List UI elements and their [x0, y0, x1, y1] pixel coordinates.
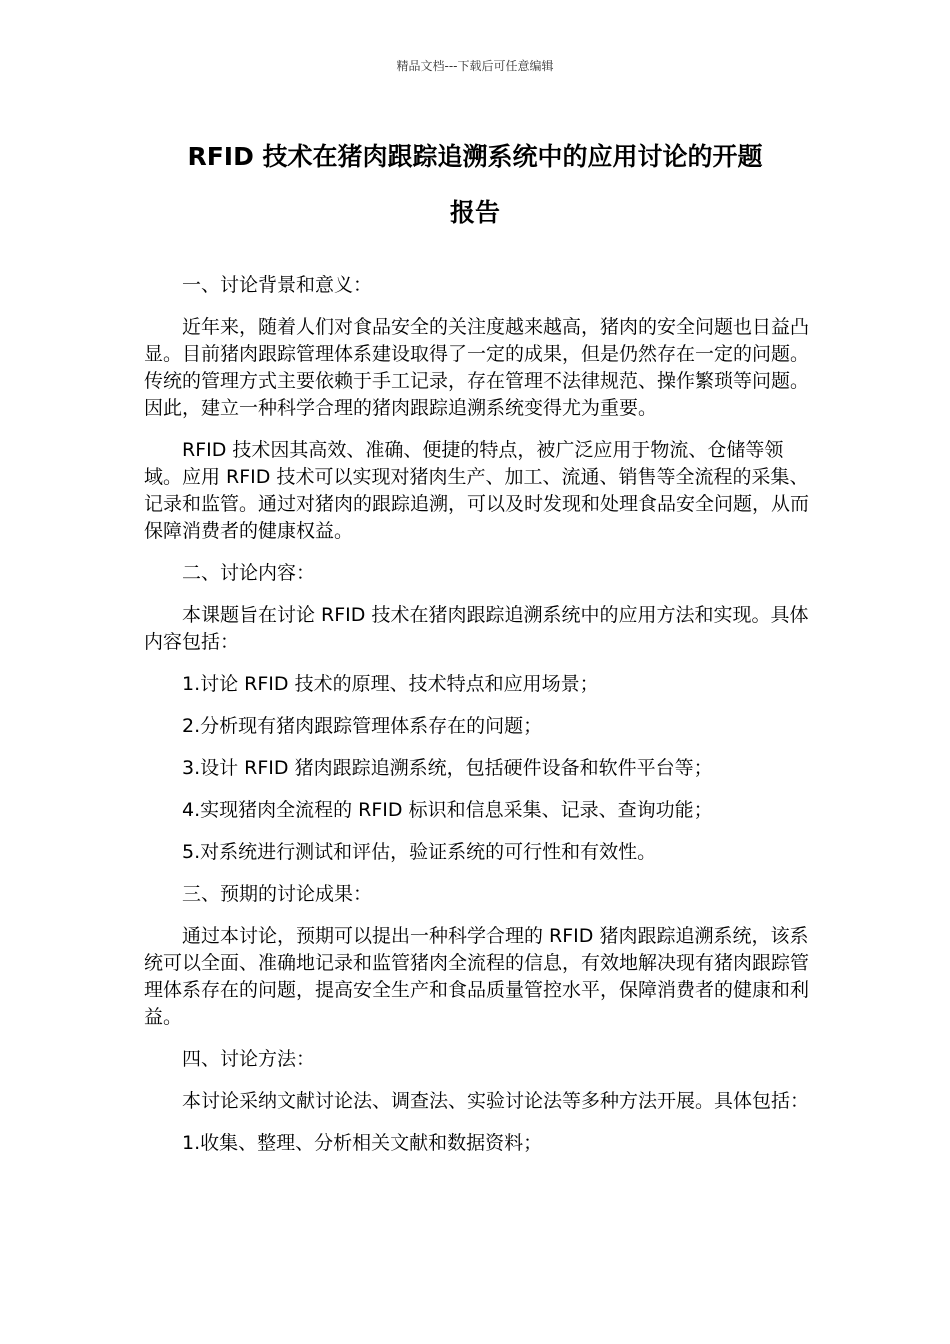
document-title-line-1: RFID 技术在猪肉跟踪追溯系统中的应用讨论的开题	[187, 142, 763, 171]
document-title-line-2: 报告	[449, 198, 500, 227]
section-3-heading: 三、预期的讨论成果：	[182, 883, 373, 905]
section-2-item-1: 1.讨论 RFID 技术的原理、技术特点和应用场景；	[182, 673, 599, 695]
section-2-item-3: 3.设计 RFID 猪肉跟踪追溯系统，包括硬件设备和软件平台等；	[182, 757, 713, 779]
section-1-heading: 一、讨论背景和意义：	[182, 274, 373, 296]
section-3-paragraph-1: 通过本讨论，预期可以提出一种科学合理的 RFID 猪肉跟踪追溯系统，该系统可以全面、准确地记录和监管猪肉全流程的信息，有效地解决现有猪肉跟踪管理体系存在的问题，提高安全生产和食品质量管控水平，保障消费者的健康和利益。	[144, 925, 810, 1028]
section-2-item-2: 2.分析现有猪肉跟踪管理体系存在的问题；	[182, 715, 543, 737]
document-body	[144, 272, 816, 1172]
section-4-item-1: 1.收集、整理、分析相关文献和数据资料；	[182, 1132, 543, 1154]
section-2-item-5: 5.对系统进行测试和评估，验证系统的可行性和有效性。	[182, 841, 657, 863]
section-2-heading: 二、讨论内容：	[182, 562, 316, 584]
section-4-heading: 四、讨论方法：	[182, 1048, 316, 1070]
section-4-intro: 本讨论采纳文献讨论法、调查法、实验讨论法等多种方法开展。具体包括：	[182, 1090, 810, 1112]
section-2-intro: 本课题旨在讨论 RFID 技术在猪肉跟踪追溯系统中的应用方法和实现。具体内容包括：	[144, 604, 809, 653]
header-note: 精品文档---下载后可任意编辑	[396, 59, 554, 73]
section-1-paragraph-2: RFID 技术因其高效、准确、便捷的特点，被广泛应用于物流、仓储等领域。应用 RFID 技术可以实现对猪肉生产、加工、流通、销售等全流程的采集、记录和监管。通过对猪肉的跟踪追溯，可以及时发现和处理食品安全问题，从而保障消费者的健康权益。	[144, 439, 810, 542]
section-2-item-4: 4.实现猪肉全流程的 RFID 标识和信息采集、记录、查询功能；	[182, 799, 713, 821]
section-1-paragraph-1: 近年来，随着人们对食品安全的关注度越来越高，猪肉的安全问题也日益凸显。目前猪肉跟踪管理体系建设取得了一定的成果，但是仍然存在一定的问题。传统的管理方式主要依赖于手工记录，存在管理不法律规范、操作繁琐等问题。因此，建立一种科学合理的猪肉跟踪追溯系统变得尤为重要。	[144, 316, 810, 419]
